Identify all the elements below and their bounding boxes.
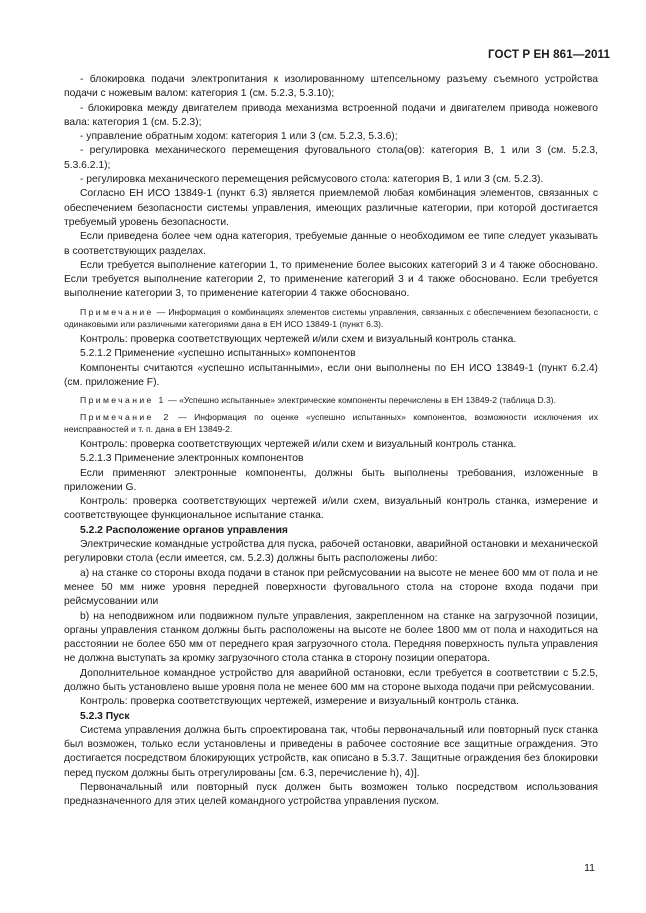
note xyxy=(64,411,598,435)
control-paragraph: Контроль: проверка соответствующих чертежей и/или схем и визуальный контроль станка. xyxy=(80,334,517,346)
paragraph: Согласно ЕН ИСО 13849-1 (пункт 6.3) является приемлемой любая комбинация элементов, связанных с обеспечением безопасности системы управления, имеющих различные категории, при которой достигается требуемый уровень безопасности. xyxy=(64,188,598,228)
paragraph: Если приведена более чем одна категория, требуемые данные о необходимом ее типе следует указывать в соответствующих разделах. xyxy=(64,231,598,257)
list-item: b) на неподвижном или подвижном пульте управления, закрепленном на станке на загрузочной позиции, органы управления станком должны быть расположены на высоте не более 1800 мм от пола и находиться на расстоянии не более 650 мм от переднего края загрузочного стола. Передняя поверхность пульта управления не должна выступать за кромку загрузочного стола станка в сторону позиции оператора. xyxy=(64,610,598,665)
note-text: — «Успешно испытанные» электрические компоненты перечислены в ЕН 13849-2 (таблица D.3). xyxy=(165,395,556,406)
paragraph: Электрические командные устройства для пуска, рабочей остановки, аварийной остановки и механической регулировки стола (если имеется, см. 5.2.3) должны быть расположены либо: xyxy=(64,539,598,565)
section-heading: 5.2.3 Пуск xyxy=(80,710,130,722)
paragraph: Дополнительное командное устройство для аварийной остановки, если требуется в соответствии с 5.2.5, должно быть установлено выше уровня пола не менее 600 мм на стороне выхода подачи при рейсмусовании. xyxy=(64,667,598,693)
document-code: ГОСТ Р ЕН 861—2011 xyxy=(488,48,610,61)
paragraph: Если применяют электронные компоненты, должны быть выполнены требования, изложенные в приложении G. xyxy=(64,467,598,493)
paragraph: Если требуется выполнение категории 1, то применение более высоких категорий 3 и 4 также обосновано. Если требуется выполнение категории 2, то применение категорий 3 и 4 также обосновано. Если требуется выполнение категории 3, то применение категории 4 также обосновано. xyxy=(64,259,598,300)
page-number: 11 xyxy=(584,862,595,874)
paragraph: - блокировка подачи электропитания к изолированному штепсельному разъему съемного устройства подачи с ножевым валом: категория 1 (см. 5.2.3, 5.3.10); xyxy=(64,74,598,100)
paragraph: - регулировка механического перемещения рейсмусового стола: категория В, 1 или 3 (см. 5.2.3). xyxy=(80,174,544,186)
list-item: a) на станке со стороны входа подачи в станок при рейсмусовании на высоте не менее 600 мм от пола и не менее 50 мм ниже уровня передней поверхности фуговального стола на стороне входа подачи при рейсмусовании или xyxy=(64,567,598,608)
note xyxy=(64,306,598,330)
control-paragraph: Контроль: проверка соответствующих чертежей и/или схем и визуальный контроль станка. xyxy=(80,438,517,450)
subsection-heading: 5.2.1.2 Применение «успешно испытанных» компонентов xyxy=(80,348,356,360)
paragraph: Система управления должна быть спроектирована так, чтобы первоначальный или повторный пуск станка был возможен, только если установлены и приведены в рабочее состояние все защитные ограждения. Это достигается посредством блокирующих устройств, как описано в 5.3.7. Защитные ограждения без блокировки перед пуском должны быть отрегулированы [см. 6.3, перечисление h), 4)]. xyxy=(64,724,598,779)
page-content xyxy=(64,73,598,810)
section-heading: 5.2.2 Расположение органов управления xyxy=(80,524,288,536)
note xyxy=(64,394,598,406)
note-text: — Информация о комбинациях элементов системы управления, связанных с обеспечением безопасности, с одинаковыми или различными категориями дана в ЕН ИСО 13849-1 (пункт 6.3). xyxy=(64,306,598,329)
paragraph: - управление обратным ходом: категория 1 или 3 (см. 5.2.3, 5.3.6); xyxy=(80,131,398,143)
control-paragraph: Контроль: проверка соответствующих чертежей, измерение и визуальный контроль станка. xyxy=(80,696,519,708)
control-paragraph: Контроль: проверка соответствующих чертежей и/или схем, визуальный контроль станка, измерение и соответствующее функциональное испытание станка. xyxy=(64,496,598,522)
note-label: Примечание 2 xyxy=(80,411,171,422)
note-text: — Информация по оценке «успешно испытанных» компонентов, возможности исключения их неисправностей и т. п. дана в ЕН 13849-2. xyxy=(64,411,598,434)
subsection-heading: 5.2.1.3 Применение электронных компонентов xyxy=(80,453,304,465)
paragraph: - блокировка между двигателем привода механизма встроенной подачи и двигателем привода ножевого вала: категория 1 (см. 5.2.3); xyxy=(64,102,598,128)
paragraph: Первоначальный или повторный пуск должен быть возможен только посредством использования предназначенного для этих целей командного устройства управления пуском. xyxy=(64,782,598,808)
note-label: Примечание 1 xyxy=(80,395,166,406)
paragraph: - регулировка механического перемещения фуговального стола(ов): категория В, 1 или 3 (см. 5.2.3, 5.3.6.2.1); xyxy=(64,145,598,171)
note-label: Примечание xyxy=(80,306,154,317)
paragraph: Компоненты считаются «успешно испытанными», если они выполнены по ЕН ИСО 13849-1 (пункт 6.2.4) (см. приложение F). xyxy=(64,362,598,389)
